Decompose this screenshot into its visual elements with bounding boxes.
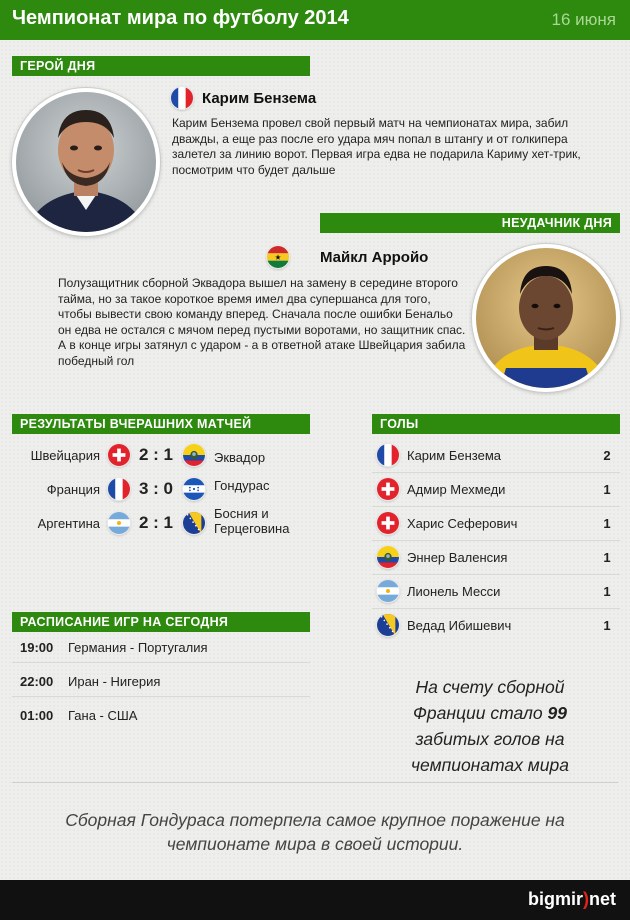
match-3-away-line2: Герцеговина [214,521,290,536]
schedule-section-bar [12,612,310,632]
bosnia-flag-icon [376,613,400,637]
scorer-2-name: Адмир Мехмеди [407,482,506,497]
match-3-away [214,506,289,536]
match-1-home: Швейцария [30,448,100,463]
bosnia-flag-icon [182,511,206,535]
goals-section-bar [372,414,620,434]
hero-section-bar [12,56,310,76]
game-2-time: 22:00 [20,674,54,689]
match-2-home: Франция [46,482,100,497]
game-3-match: Гана - США [68,708,138,723]
fact-text-before: На счету сборной Франции стало [413,677,565,723]
game-2-match: Иран - Нигерия [68,674,161,689]
argentina-flag-icon [376,579,400,603]
scorer-6-goals: 1 [603,618,611,633]
game-3-time: 01:00 [20,708,54,723]
hero-section-label: ГЕРОЙ ДНЯ [20,59,96,73]
hero-photo [12,88,160,236]
match-2-away: Гондурас [214,478,270,493]
switzerland-flag-icon [376,511,400,535]
match-3-home: Аргентина [37,516,100,531]
hero-description: Карим Бензема провел свой первый матч на чемпионатах мира, забил дважды, а еще раз после его удара мяч попал в штангу и от голкипера залетел за линию ворот. Первая игра едва не подарила Кариму хет-трик, посмотрим что будет дальше [172,116,581,177]
bigmir-logo[interactable] [528,889,616,910]
scorer-4-name: Эннер Валенсия [407,550,508,565]
results-section-bar [12,414,310,434]
loser-photo [472,244,620,392]
logo-text-left: bigmir [527,889,583,909]
page-header [0,0,630,40]
scorer-3-goals: 1 [603,516,611,531]
scorer-3-name: Харис Сеферович [407,516,518,531]
schedule-section-label: РАСПИСАНИЕ ИГР НА СЕГОДНЯ [20,615,229,629]
ghana-flag-icon [266,245,290,269]
page-footer [0,880,630,920]
scorer-5-name: Лионель Месси [407,584,501,599]
scorer-1-name: Карим Бензема [407,448,501,463]
france-goals-fact [386,674,594,778]
scorer-6-name: Ведад Ибишевич [407,618,512,633]
match-3-score: 2 : 1 [138,513,174,532]
hero-name: Карим Бензема [202,90,317,107]
match-2-score: 3 : 0 [138,479,174,498]
page-date: 16 июня [551,10,616,29]
fact-number: 99 [547,703,567,723]
goals-divider [372,540,620,541]
ecuador-flag-icon [376,545,400,569]
game-1-match: Германия - Португалия [68,640,208,655]
scorer-5-goals: 1 [603,584,611,599]
goals-divider [372,608,620,609]
schedule-divider [12,662,310,663]
goals-divider [372,574,620,575]
scorer-4-goals: 1 [603,550,611,565]
results-section-label: РЕЗУЛЬТАТЫ ВЧЕРАШНИХ МАТЧЕЙ [20,417,252,431]
fact-text-after: забитых голов на чемпионатах мира [411,729,569,775]
game-1-time: 19:00 [20,640,54,655]
match-1-away: Эквадор [214,450,266,465]
schedule-divider [12,696,310,697]
ecuador-flag-icon [182,443,206,467]
scorer-2-goals: 1 [603,482,611,497]
honduras-note: Сборная Гондураса потерпела самое крупное поражение на чемпионате мира в своей истории. [65,810,565,854]
bottom-divider [12,782,618,783]
loser-name: Майкл Арройо [320,249,429,266]
loser-section-label: НЕУДАЧНИК ДНЯ [501,216,612,230]
match-3-away-line1: Босния и [214,506,269,521]
france-flag-icon [170,86,194,110]
loser-description: Полузащитник сборной Эквадора вышел на замену в середине второго тайма, но за такое короткое время имел два супершанса для того, чтобы вывести свою команду вперед. Сначала после ошибки Бенальо он едва не остался с мячом перед пустыми воротами, но защитник спас. А в конце игры затянул с ударом - а в ответной атаке Швейцария забила победный гол [58,276,466,368]
switzerland-flag-icon [376,477,400,501]
match-1-score: 2 : 1 [138,445,174,464]
page-title: Чемпионат мира по футболу 2014 [12,7,349,29]
scorer-1-goals: 2 [603,448,611,463]
goals-section-label: ГОЛЫ [380,417,419,431]
logo-paren: ) [583,889,589,909]
loser-section-bar [320,213,620,233]
goals-divider [372,506,620,507]
logo-text-right: net [589,889,616,909]
goals-divider [372,472,620,473]
france-flag-icon [376,443,400,467]
honduras-flag-icon [182,477,206,501]
